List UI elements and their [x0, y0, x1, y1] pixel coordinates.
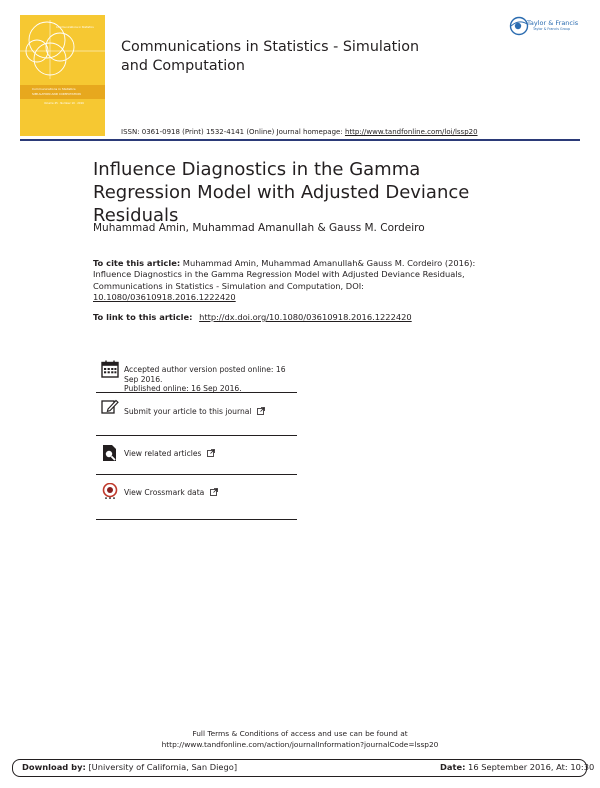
downloaded-by-label: Download by:: [22, 762, 86, 772]
date-value: 16 September 2016, At: 10:30: [468, 762, 595, 772]
issn-line: [121, 128, 478, 136]
doi-link[interactable]: 10.1080/03610918.2016.1222420: [93, 291, 236, 302]
journal-cover-image: [20, 15, 105, 136]
downloaded-by-value: [University of California, San Diego]: [88, 762, 238, 772]
downloaded-by: [22, 762, 237, 772]
publisher-logo[interactable]: [509, 16, 585, 36]
header-divider: [20, 139, 580, 141]
terms-notice: [120, 728, 480, 750]
article-link-line: [93, 312, 412, 322]
journal-homepage-link[interactable]: http://www.tandfonline.com/loi/lssp20: [344, 128, 478, 136]
published-date: Published online: 16 Sep 2016.: [124, 384, 242, 393]
terms-url-link[interactable]: http://www.tandfonline.com/action/journalInformation?journalCode=lssp20: [161, 740, 439, 749]
crossmark-icon: [96, 475, 124, 507]
journal-title: Communications in Statistics - Simulation and Computation: [121, 39, 420, 74]
article-authors: Muhammad Amin, Muhammad Amanullah & Gauss M. Cordeiro: [93, 222, 425, 234]
cover-band-line1: Communications in Statistics: [32, 87, 76, 91]
publisher-name: Taylor & Francis: [527, 19, 579, 27]
article-url-link[interactable]: http://dx.doi.org/10.1080/03610918.2016.1222420: [199, 312, 412, 322]
download-date: [440, 762, 594, 772]
publication-dates-text: [124, 365, 297, 394]
cover-volume-line: Volume 45 · Number 10 · 2016: [44, 102, 84, 105]
external-link-icon: [210, 488, 218, 496]
view-articles-icon: [96, 436, 124, 466]
cover-top-text: Communications in Statistics: [56, 26, 94, 29]
accepted-date: Accepted author version posted online: 16 Sep 2016.: [124, 365, 286, 384]
submit-article-row[interactable]: [96, 393, 297, 436]
citation-block: [93, 258, 503, 303]
issn-text: ISSN: 0361-0918 (Print) 1532-4141 (Online) Journal homepage:: [121, 128, 343, 136]
date-label: Date:: [440, 762, 466, 772]
cover-art: [20, 15, 105, 136]
related-articles-row[interactable]: [96, 436, 297, 475]
external-link-icon: [257, 407, 265, 415]
submit-article-link[interactable]: Submit your article to this journal: [124, 407, 252, 416]
crossmark-link[interactable]: View Crossmark data: [124, 488, 205, 497]
article-title: Influence Diagnostics in the Gamma Regression Model with Adjusted Deviance Residuals: [93, 159, 470, 226]
cover-band-line2: SIMULATION AND COMPUTATION: [32, 92, 81, 96]
article-actions-list: [96, 358, 297, 520]
link-label: To link to this article:: [93, 312, 193, 322]
edit-icon: [96, 393, 124, 419]
publisher-tagline: Taylor & Francis Group: [533, 27, 571, 31]
related-articles-link[interactable]: View related articles: [124, 449, 202, 458]
cite-text: Muhammad Amin, Muhammad Amanullah& Gauss M. Cordeiro (2016): Influence Diagnostics in the Gamma Regression Model with Adjusted Deviance Residuals, Communications in Statistics - Simulation and Computation, DOI:: [93, 258, 476, 291]
publication-dates-row: [96, 358, 297, 393]
calendar-icon: [96, 358, 124, 382]
crossmark-row[interactable]: [96, 475, 297, 520]
cite-label: To cite this article:: [93, 258, 181, 268]
publisher-logo-icon: [509, 16, 529, 36]
terms-line1: Full Terms & Conditions of access and use can be found at: [192, 729, 408, 738]
external-link-icon: [207, 449, 215, 457]
